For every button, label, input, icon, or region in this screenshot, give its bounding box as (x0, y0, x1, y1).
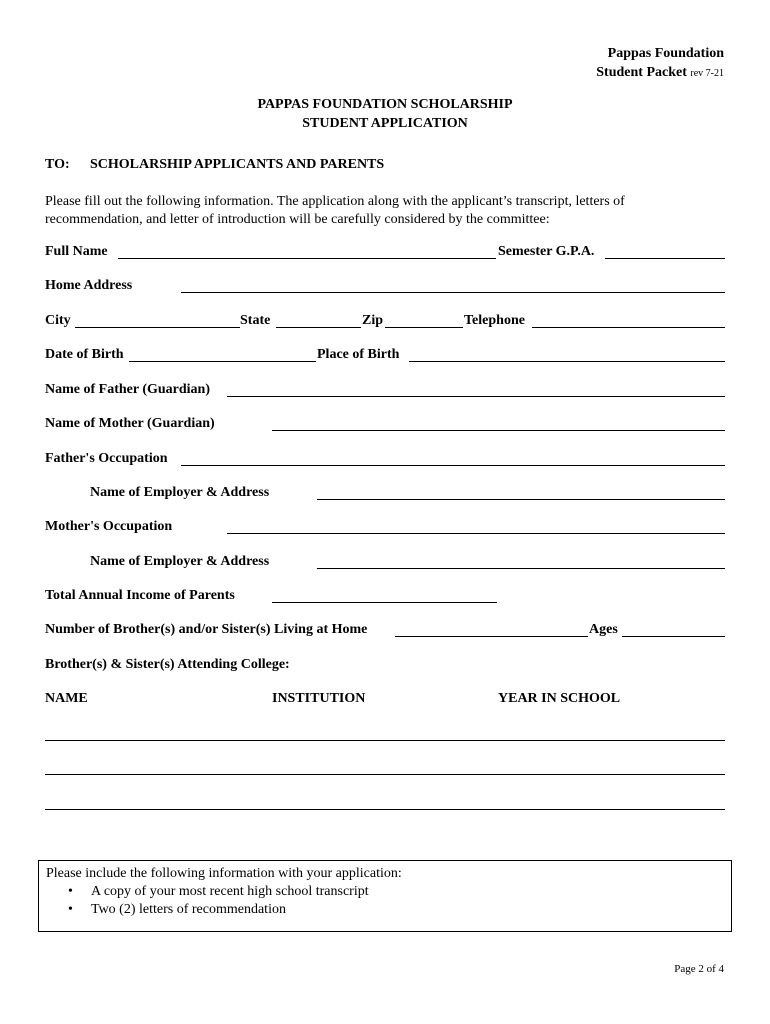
notice-box (38, 860, 732, 932)
title-line-1: PAPPAS FOUNDATION SCHOLARSHIP (257, 97, 513, 112)
home-address-field[interactable] (181, 292, 725, 293)
state-field[interactable] (276, 327, 361, 328)
father-employer-field[interactable] (317, 499, 725, 500)
column-header-institution: INSTITUTION (272, 691, 366, 706)
mother-employer-field[interactable] (317, 568, 725, 569)
notice-item-text: Two (2) letters of recommendation (91, 902, 286, 917)
to-recipients: SCHOLARSHIP APPLICANTS AND PARENTS (90, 157, 385, 172)
notice-item-text: A copy of your most recent high school transcript (91, 884, 369, 899)
bullet-icon: • (68, 884, 73, 899)
siblings-college-label: Brother(s) & Sister(s) Attending College: (45, 657, 290, 672)
siblings-home-label: Number of Brother(s) and/or Sister(s) Living at Home (45, 622, 368, 637)
ages-field[interactable] (622, 636, 725, 637)
sibling-row-2[interactable] (45, 774, 725, 775)
telephone-field[interactable] (532, 327, 725, 328)
mother-name-field[interactable] (272, 430, 725, 431)
zip-label: Zip (362, 313, 384, 328)
sibling-row-1[interactable] (45, 740, 725, 741)
header-packet-line (596, 65, 724, 81)
mother-occupation-label: Mother's Occupation (45, 519, 173, 534)
column-header-year: YEAR IN SCHOOL (498, 691, 621, 706)
sibling-row-3[interactable] (45, 809, 725, 810)
full-name-field[interactable] (118, 258, 496, 259)
notice-item (39, 901, 731, 919)
father-occupation-field[interactable] (181, 465, 725, 466)
income-label: Total Annual Income of Parents (45, 588, 235, 603)
father-name-field[interactable] (227, 396, 725, 397)
mother-name-label: Name of Mother (Guardian) (45, 416, 215, 431)
zip-field[interactable] (385, 327, 463, 328)
siblings-home-field[interactable] (395, 636, 588, 637)
mother-employer-label: Name of Employer & Address (90, 554, 270, 569)
pob-label: Place of Birth (317, 347, 400, 362)
full-name-label: Full Name (45, 244, 108, 259)
intro-paragraph: Please fill out the following information. The application along with the applicant’s transcript, letters of recommendation, and letter of introduction will be carefully considered by the committee: (45, 194, 625, 227)
gpa-label: Semester G.P.A. (498, 244, 595, 259)
notice-heading: Please include the following information with your application: (46, 866, 402, 881)
father-employer-label: Name of Employer & Address (90, 485, 270, 500)
header-packet: Student Packet (596, 65, 687, 80)
title-line-2: STUDENT APPLICATION (302, 116, 468, 131)
gpa-field[interactable] (605, 258, 725, 259)
header-revision: rev 7-21 (690, 68, 724, 79)
ages-label: Ages (589, 622, 618, 637)
father-name-label: Name of Father (Guardian) (45, 382, 210, 397)
state-label: State (240, 313, 271, 328)
income-field[interactable] (272, 602, 497, 603)
column-header-name: NAME (45, 691, 88, 706)
to-label: TO: (45, 157, 70, 172)
notice-item (39, 883, 731, 901)
home-address-label: Home Address (45, 278, 133, 293)
page-number: Page 2 of 4 (674, 963, 724, 975)
city-field[interactable] (75, 327, 240, 328)
bullet-icon: • (68, 902, 73, 917)
dob-label: Date of Birth (45, 347, 124, 362)
city-label: City (45, 313, 71, 328)
dob-field[interactable] (129, 361, 316, 362)
father-occupation-label: Father's Occupation (45, 451, 168, 466)
telephone-label: Telephone (464, 313, 525, 328)
header-org: Pappas Foundation (607, 46, 724, 61)
mother-occupation-field[interactable] (227, 533, 725, 534)
pob-field[interactable] (409, 361, 725, 362)
